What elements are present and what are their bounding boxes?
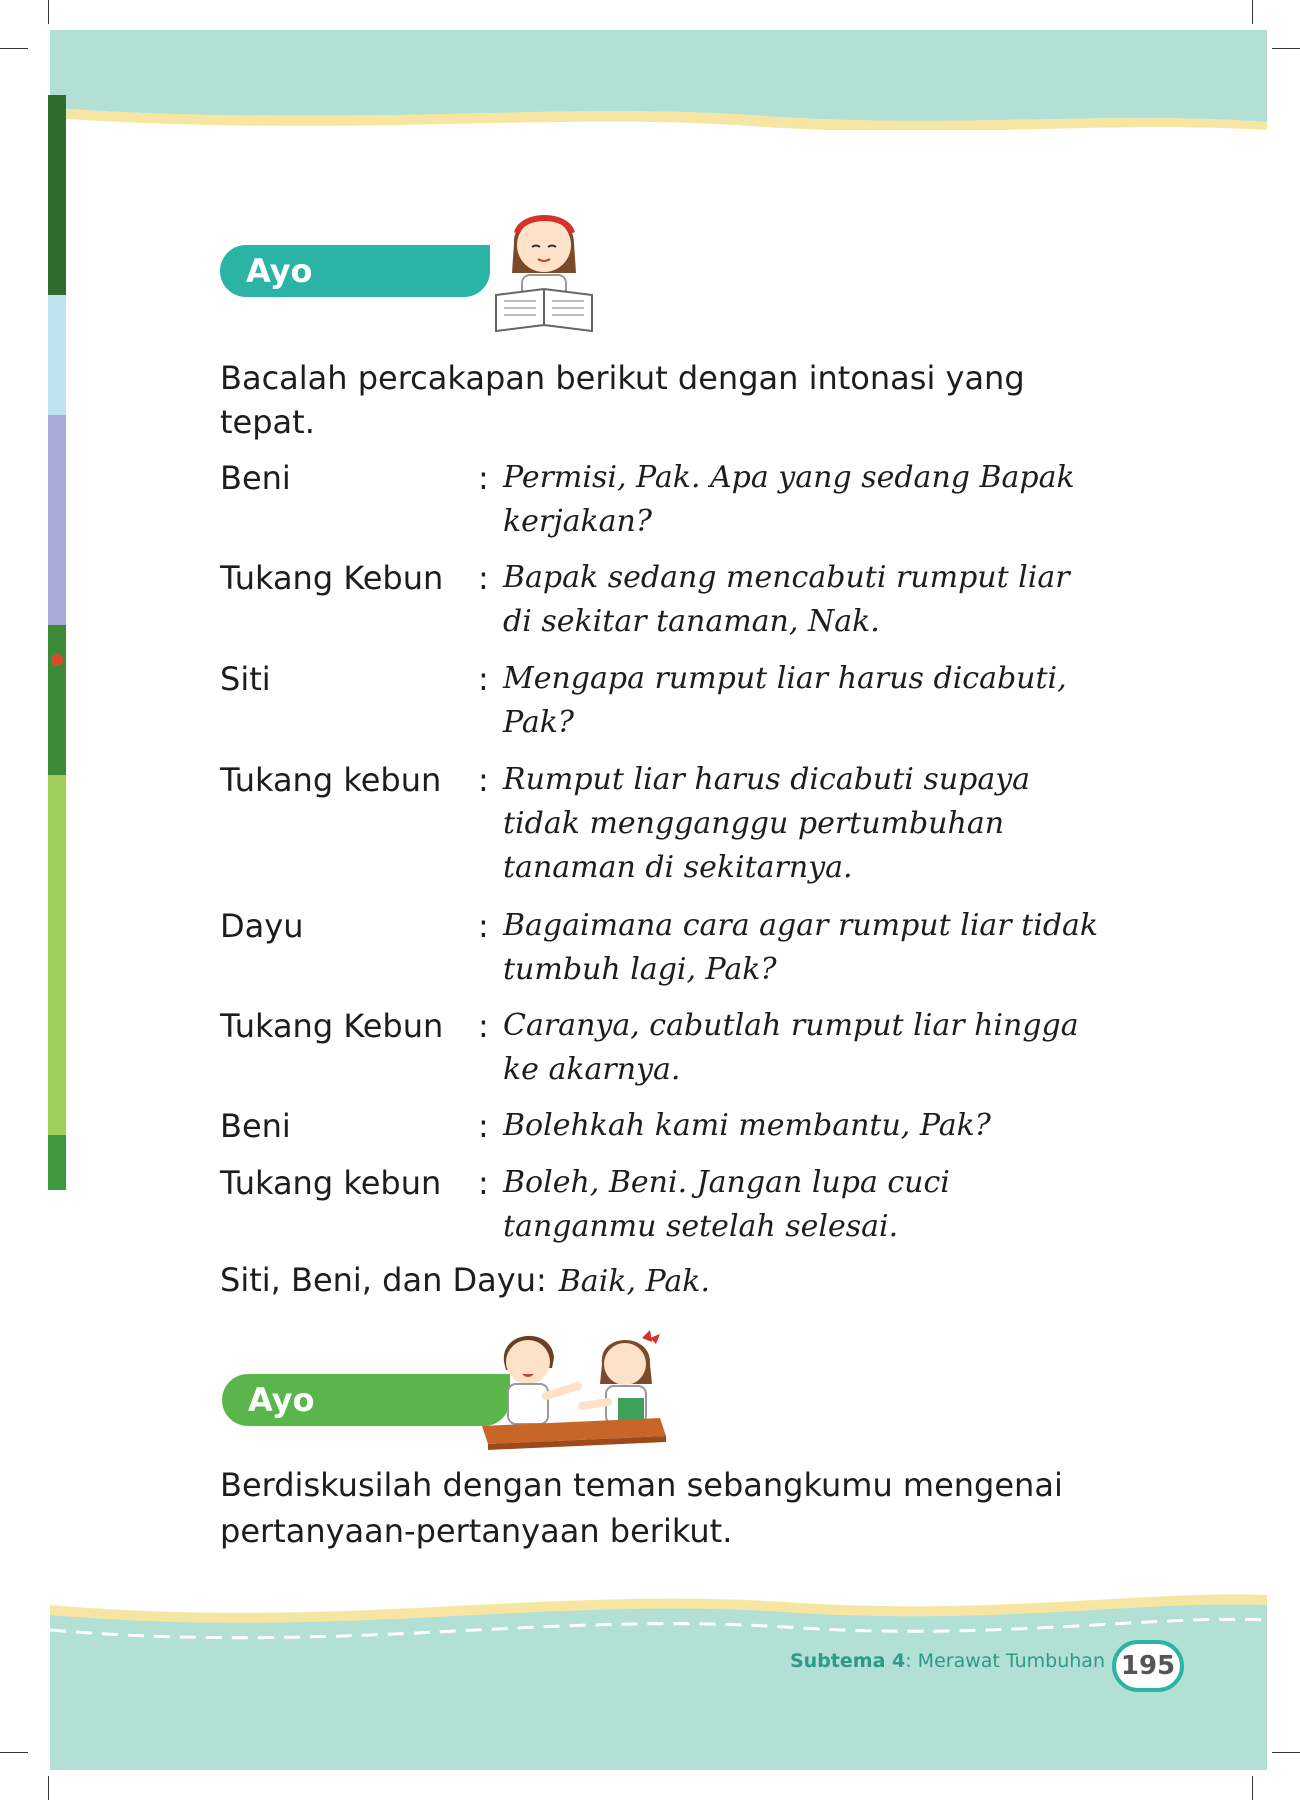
crop-mark xyxy=(0,48,28,49)
speaker-name: Tukang kebun xyxy=(220,761,442,799)
dialogue-line: Bapak sedang mencabuti rumput liar di sekitar tanaman, Nak. xyxy=(503,560,1070,639)
reading-heading xyxy=(220,245,490,342)
dialogue-row xyxy=(220,1161,1120,1249)
colon: : xyxy=(478,1007,489,1045)
dialogue-row xyxy=(220,1104,1120,1148)
closing-line: Baik, Pak. xyxy=(558,1264,710,1299)
speaker-name: Beni xyxy=(220,1107,291,1145)
speaker-name: Siti xyxy=(220,660,271,698)
colon: : xyxy=(478,761,489,799)
dialogue-row xyxy=(220,556,1120,644)
closing-row xyxy=(220,1258,710,1304)
dialogue-row xyxy=(220,657,1120,745)
dialogue-line: Permisi, Pak. Apa yang sedang Bapak kerjakan? xyxy=(503,460,1075,539)
colon: : xyxy=(478,1164,489,1202)
colon: : xyxy=(478,559,489,597)
discussing-kids-illustration xyxy=(482,1318,667,1450)
crop-mark xyxy=(48,0,49,24)
dialogue-line: Mengapa rumput liar harus dicabuti, Pak? xyxy=(503,661,1067,740)
crop-mark xyxy=(1252,0,1253,24)
left-illustration-strip xyxy=(48,95,66,1190)
dialogue-line: Bolehkah kami membantu, Pak? xyxy=(503,1108,991,1143)
crop-mark xyxy=(1272,1752,1300,1753)
speaker-name: Tukang Kebun xyxy=(220,559,444,597)
dialogue-line: Boleh, Beni. Jangan lupa cuci tanganmu setelah selesai. xyxy=(503,1165,950,1244)
footer-subtheme-title: : Merawat Tumbuhan xyxy=(905,1650,1105,1672)
speaker-name: Dayu xyxy=(220,907,304,945)
speaker-name: Tukang kebun xyxy=(220,1164,442,1202)
reading-girl-illustration xyxy=(492,195,597,335)
crop-mark xyxy=(1272,48,1300,49)
colon: : xyxy=(478,660,489,698)
crop-mark xyxy=(1252,1776,1253,1800)
crop-mark xyxy=(48,1776,49,1800)
dialogue-row xyxy=(220,904,1120,992)
colon: : xyxy=(478,459,489,497)
dialogue-row xyxy=(220,758,1120,890)
header-band xyxy=(50,30,1267,130)
dialogue-line: Rumput liar harus dicabuti supaya tidak mengganggu pertumbuhan tanaman di sekitarnya. xyxy=(503,762,1031,885)
reading-intro: Bacalah percakapan berikut dengan intonasi yang tepat. xyxy=(220,359,1025,441)
closing-speakers: Siti, Beni, dan Dayu: xyxy=(220,1261,547,1299)
crop-mark xyxy=(0,1752,28,1753)
dialogue-row xyxy=(220,456,1120,544)
colon: : xyxy=(478,907,489,945)
footer-subtheme xyxy=(790,1650,1105,1672)
footer-subtheme-label: Subtema 4 xyxy=(790,1650,906,1672)
colon: : xyxy=(478,1107,489,1145)
discussion-text: Berdiskusilah dengan teman sebangkumu mengenai pertanyaan-pertanyaan berikut. xyxy=(220,1466,1063,1550)
discussion-heading xyxy=(222,1374,510,1471)
dialogue-row xyxy=(220,1004,1120,1092)
footer-band xyxy=(50,1585,1267,1770)
speaker-name: Tukang Kebun xyxy=(220,1007,444,1045)
reading-heading-text: Ayo Membaca xyxy=(246,252,418,342)
dialogue-line: Caranya, cabutlah rumput liar hingga ke akarnya. xyxy=(503,1008,1079,1087)
speaker-name: Beni xyxy=(220,459,291,497)
dialogue-line: Bagaimana cara agar rumput liar tidak tumbuh lagi, Pak? xyxy=(503,908,1099,987)
page-number: 195 xyxy=(1112,1640,1184,1692)
discussion-heading-text: Ayo Berdiskusi xyxy=(248,1381,437,1471)
